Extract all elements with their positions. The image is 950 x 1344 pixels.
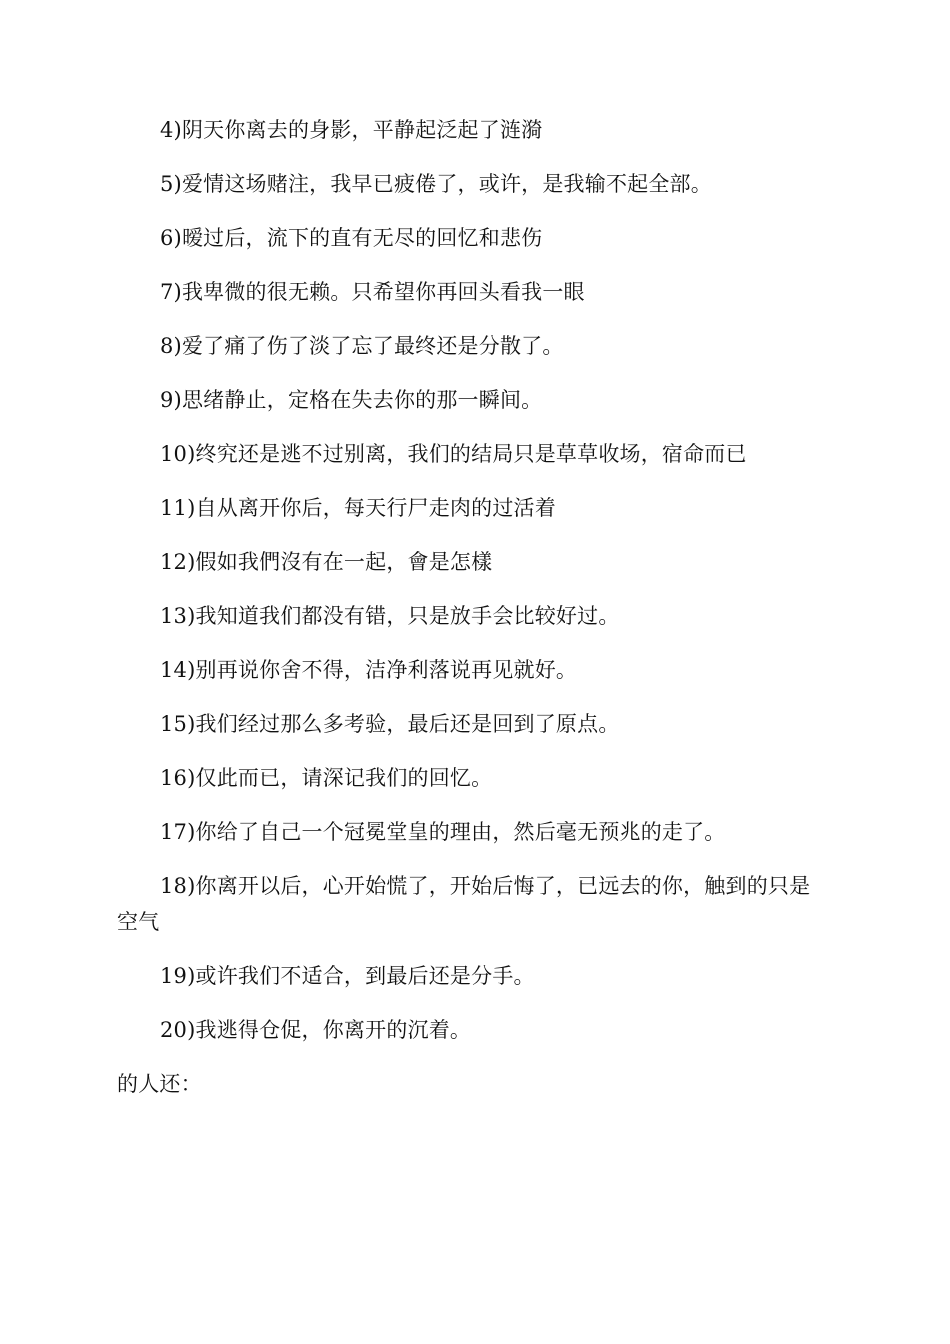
- paragraph-18: 18)你离开以后，心开始慌了，开始后悔了，已远去的你，触到的只是空气: [117, 874, 811, 934]
- paragraph-12: 12)假如我們沒有在一起，會是怎樣: [160, 550, 493, 574]
- paragraph-14: 14)别再说你舍不得，洁净利落说再见就好。: [160, 658, 578, 682]
- paragraph-4: 4)阴天你离去的身影，平静起泛起了涟漪: [160, 118, 543, 142]
- paragraph-17: 17)你给了自己一个冠冕堂皇的理由，然后毫无预兆的走了。: [160, 820, 726, 844]
- paragraph-15: 15)我们经过那么多考验，最后还是回到了原点。: [160, 712, 620, 736]
- paragraph-13: 13)我知道我们都没有错，只是放手会比较好过。: [160, 604, 620, 628]
- paragraph-7: 7)我卑微的很无赖。只希望你再回头看我一眼: [160, 280, 585, 304]
- paragraph-8: 8)爱了痛了伤了淡了忘了最终还是分散了。: [160, 334, 564, 358]
- paragraph-6: 6)暧过后，流下的直有无尽的回忆和悲伤: [160, 226, 543, 250]
- closing-line: 的人还：: [117, 1072, 202, 1096]
- document-body: [117, 112, 822, 1120]
- paragraph-10: 10)终究还是逃不过别离，我们的结局只是草草收场，宿命而已: [160, 442, 747, 466]
- paragraph-11: 11)自从离开你后，每天行尸走肉的过活着: [160, 496, 556, 520]
- paragraph-19: 19)或许我们不适合，到最后还是分手。: [160, 964, 535, 988]
- paragraph-9: 9)思绪静止，定格在失去你的那一瞬间。: [160, 388, 543, 412]
- paragraph-5: 5)爱情这场赌注，我早已疲倦了，或许，是我输不起全部。: [160, 172, 712, 196]
- paragraph-20: 20)我逃得仓促，你离开的沉着。: [160, 1018, 472, 1042]
- paragraph-16: 16)仅此而已，请深记我们的回忆。: [160, 766, 493, 790]
